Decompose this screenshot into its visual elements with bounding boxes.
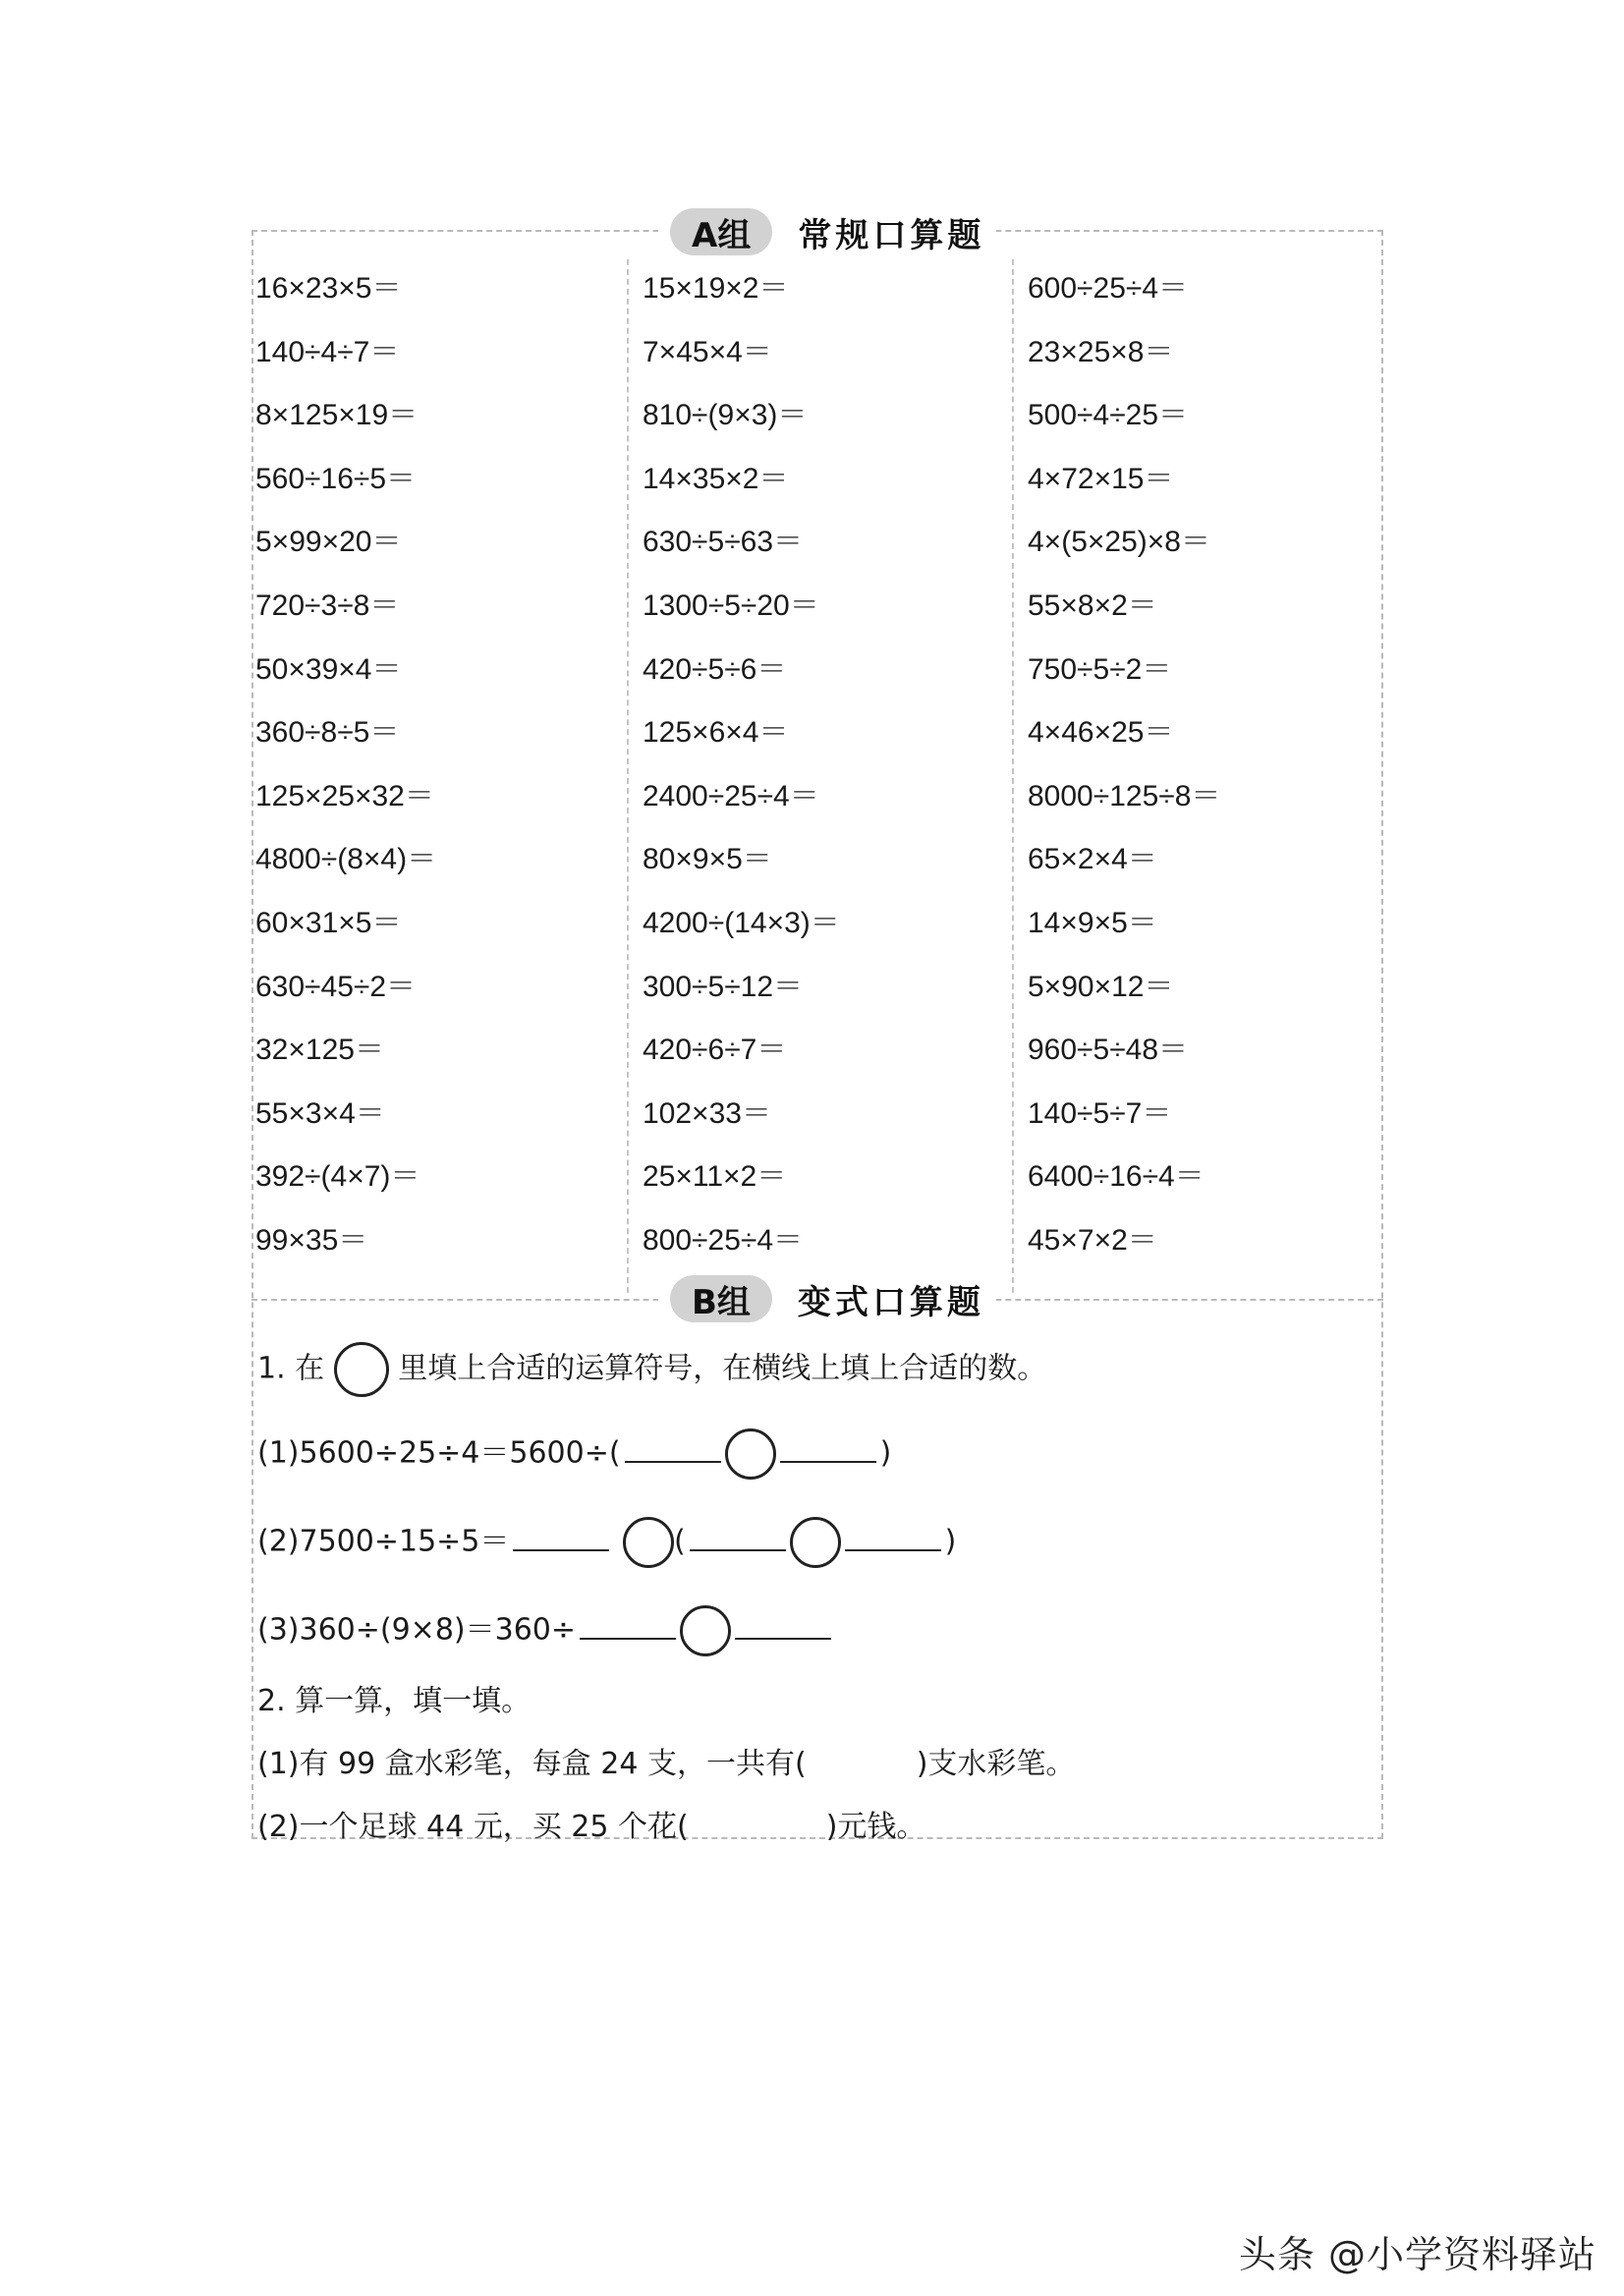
equation-c3-r11: 14×9×5＝	[1028, 907, 1157, 939]
equation-c1-r6: 720÷3÷8＝	[255, 589, 400, 622]
equation-c3-r7: 750÷5÷2＝	[1028, 652, 1172, 686]
equation-c1-r8: 360÷8÷5＝	[255, 716, 400, 750]
equation-c2-r11: 4200÷(14×3)＝	[643, 907, 840, 939]
answer-blank[interactable]	[580, 1608, 676, 1640]
equation-c1-r14: 55×3×4＝	[255, 1096, 385, 1130]
equation-c1-r11: 60×31×5＝	[255, 907, 402, 939]
equation-c3-r13: 960÷5÷48＝	[1028, 1034, 1189, 1067]
operator-circle[interactable]	[623, 1517, 674, 1568]
equation-c3-r4: 4×72×15＝	[1028, 462, 1174, 495]
q2-item-1-post: )支水彩笔。	[916, 1747, 1076, 1781]
section-a-header	[658, 206, 996, 257]
answer-blank[interactable]	[845, 1520, 941, 1551]
answer-blank[interactable]	[780, 1431, 876, 1463]
q1-item-2-tail: )	[944, 1524, 957, 1559]
operator-circle[interactable]	[680, 1605, 731, 1656]
section-b-header	[658, 1273, 996, 1324]
equation-c2-r13: 420÷6÷7＝	[643, 1034, 787, 1067]
q1-instruction	[257, 1342, 1046, 1397]
equation-c2-r15: 25×11×2＝	[643, 1160, 787, 1194]
equation-c2-r8: 125×6×4＝	[643, 716, 789, 750]
answer-blank[interactable]	[735, 1608, 831, 1640]
equation-c2-r7: 420÷5÷6＝	[643, 652, 787, 686]
equation-c3-r16: 45×7×2＝	[1028, 1224, 1157, 1257]
q2-item-2-post: )元钱。	[825, 1810, 926, 1844]
equation-c3-r14: 140÷5÷7＝	[1028, 1096, 1172, 1130]
circle-blank[interactable]	[334, 1342, 389, 1397]
section-b-group-badge: B组	[670, 1275, 772, 1322]
equation-c3-r2: 23×25×8＝	[1028, 335, 1174, 368]
equation-c1-r7: 50×39×4＝	[255, 652, 402, 686]
equation-c3-r6: 55×8×2＝	[1028, 589, 1157, 622]
q1-item-2-open: (	[673, 1524, 686, 1559]
answer-blank[interactable]	[625, 1431, 721, 1463]
equation-c3-r8: 4×46×25＝	[1028, 716, 1174, 750]
q2-item-1-pre: (1)有 99 盒水彩笔，每盒 24 支，一共有(	[257, 1747, 807, 1781]
equation-c1-r1: 16×23×5＝	[255, 272, 402, 305]
operator-circle[interactable]	[790, 1517, 841, 1568]
equation-c2-r10: 80×9×5＝	[643, 843, 772, 876]
q1-item-2	[257, 1517, 956, 1568]
equation-c1-r16: 99×35＝	[255, 1224, 368, 1257]
equation-c2-r1: 15×19×2＝	[643, 272, 789, 305]
q1-item-2-lead: (2)7500÷15÷5＝	[257, 1524, 510, 1559]
operator-circle[interactable]	[725, 1428, 776, 1480]
equation-c1-r5: 5×99×20＝	[255, 526, 402, 559]
section-b-title: 变式口算题	[797, 1282, 984, 1322]
answer-blank[interactable]	[690, 1520, 786, 1551]
equation-c2-r2: 7×45×4＝	[643, 335, 772, 368]
q1-item-1-tail: )	[879, 1435, 892, 1471]
q2-item-1	[257, 1745, 1075, 1784]
equation-c1-r13: 32×125＝	[255, 1034, 384, 1067]
q1-suffix: 里填上合适的运算符号，在横线上填上合适的数。	[398, 1351, 1047, 1386]
answer-blank[interactable]	[513, 1520, 609, 1551]
equation-c2-r6: 1300÷5÷20＝	[643, 589, 819, 622]
q1-prefix: 1. 在	[257, 1351, 325, 1386]
equation-c1-r15: 392÷(4×7)＝	[255, 1160, 420, 1194]
equation-c2-r5: 630÷5÷63＝	[643, 526, 804, 559]
equation-c2-r14: 102×33＝	[643, 1096, 771, 1130]
q1-item-3-lead: (3)360÷(9×8)＝360÷	[257, 1612, 577, 1648]
equation-c2-r4: 14×35×2＝	[643, 462, 789, 495]
equation-c1-r4: 560÷16÷5＝	[255, 462, 417, 495]
column-divider-2	[1012, 259, 1014, 1293]
q2-title	[257, 1682, 531, 1721]
q1-item-1	[257, 1428, 891, 1480]
q1-item-1-lead: (1)5600÷25÷4＝5600÷(	[257, 1435, 621, 1471]
equation-c3-r10: 65×2×4＝	[1028, 843, 1157, 876]
equation-c2-r3: 810÷(9×3)＝	[643, 399, 808, 432]
equation-c1-r12: 630÷45÷2＝	[255, 970, 417, 1003]
equation-c3-r15: 6400÷16÷4＝	[1028, 1160, 1204, 1194]
section-a-title: 常规口算题	[798, 215, 985, 255]
equation-c2-r12: 300÷5÷12＝	[643, 970, 804, 1003]
equation-c1-r2: 140÷4÷7＝	[255, 335, 400, 368]
q2-item-2-pre: (2)一个足球 44 元，买 25 个花(	[257, 1810, 689, 1844]
equation-c3-r1: 600÷25÷4＝	[1028, 272, 1189, 305]
equation-c3-r5: 4×(5×25)×8＝	[1028, 526, 1210, 559]
q2-title-text: 2. 算一算，填一填。	[257, 1684, 532, 1718]
equation-c2-r16: 800÷25÷4＝	[643, 1224, 804, 1257]
equation-c3-r3: 500÷4÷25＝	[1028, 399, 1189, 432]
equation-c1-r3: 8×125×19＝	[255, 399, 419, 432]
equation-c1-r9: 125×25×32＝	[255, 779, 434, 812]
equation-c2-r9: 2400÷25÷4＝	[643, 779, 819, 812]
column-divider-1	[627, 259, 629, 1293]
section-a-group-badge: A组	[670, 208, 772, 255]
equation-c3-r9: 8000÷125÷8＝	[1028, 779, 1221, 812]
q2-item-2	[257, 1808, 925, 1847]
worksheet-frame	[252, 230, 1383, 1839]
q1-item-3	[257, 1605, 835, 1656]
watermark: 头条 @小学资料驿站	[1238, 2233, 1596, 2276]
equation-c1-r10: 4800÷(8×4)＝	[255, 843, 437, 876]
equation-c3-r12: 5×90×12＝	[1028, 970, 1174, 1003]
